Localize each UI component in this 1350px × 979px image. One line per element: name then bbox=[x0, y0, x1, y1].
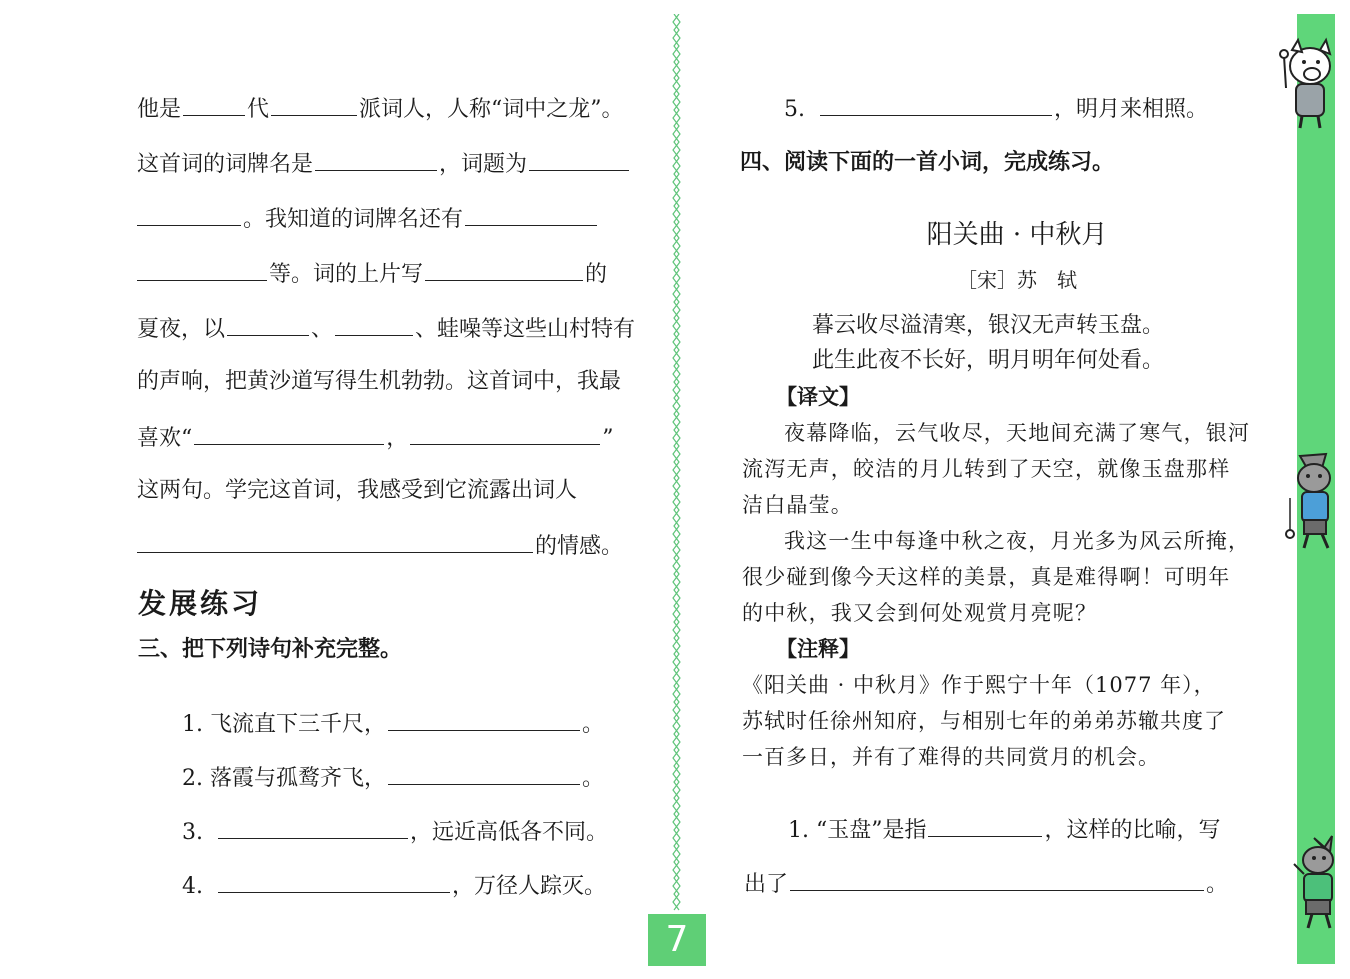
blank-q3-1[interactable] bbox=[388, 708, 580, 731]
section-heading: 发展练习 bbox=[138, 587, 263, 620]
text-line-6: 的声响，把黄沙道写得生机勃勃。这首词中，我最 bbox=[137, 369, 622, 394]
blank-school[interactable] bbox=[271, 93, 357, 116]
text-line-1: 他是 代 派词人，人称“词中之龙”。 bbox=[137, 93, 624, 125]
cartoon-wolf-icon-2 bbox=[1284, 834, 1342, 930]
blank-sound-2[interactable] bbox=[335, 313, 413, 336]
translation-line-5: 很少碰到像今天这样的美景，真是难得啊！可明年 bbox=[742, 565, 1231, 589]
blank-q3-4[interactable] bbox=[218, 870, 450, 893]
page-fold-divider bbox=[671, 14, 685, 914]
q3-item-4: 4. ，万径人踪灭。 bbox=[182, 870, 606, 902]
blank-upper-part[interactable] bbox=[425, 258, 583, 281]
text-line-8: 这两句。学完这首词，我感受到它流露出词人 bbox=[137, 478, 578, 503]
blank-other-cipai-b[interactable] bbox=[137, 258, 267, 281]
q3-item-3: 3. ，远近高低各不同。 bbox=[182, 816, 608, 848]
q4-item-1: 1. “玉盘”是指 ，这样的比喻，写 bbox=[788, 814, 1221, 846]
text-line-2: 这首词的词牌名是 ，词题为 bbox=[137, 148, 631, 180]
translation-line-6: 的中秋，我又会到何处观赏月亮呢？ bbox=[742, 601, 1098, 625]
blank-emotion[interactable] bbox=[137, 530, 533, 553]
poem-line-2: 此生此夜不长好，明月明年何处看。 bbox=[812, 348, 1165, 373]
blank-q3-5[interactable] bbox=[820, 93, 1052, 116]
q4-item-1-cont: 出了 。 bbox=[744, 868, 1228, 900]
cartoon-wolf-icon bbox=[1282, 448, 1340, 552]
blank-other-cipai-a[interactable] bbox=[465, 203, 597, 226]
translation-label: 【译文】 bbox=[776, 385, 860, 409]
blank-q3-3[interactable] bbox=[218, 816, 408, 839]
poem-title: 阳关曲 · 中秋月 bbox=[926, 220, 1108, 250]
cartoon-pig-icon bbox=[1276, 36, 1338, 130]
text-line-9: 的情感。 bbox=[137, 530, 623, 562]
blank-q3-2[interactable] bbox=[388, 762, 580, 785]
right-page bbox=[684, 0, 1350, 979]
translation-line-1: 夜幕降临，云气收尽，天地间充满了寒气，银河 bbox=[784, 421, 1251, 445]
poem-line-1: 暮云收尽溢清寒，银汉无声转玉盘。 bbox=[812, 313, 1165, 338]
translation-line-2: 流泻无声，皎洁的月儿转到了天空，就像玉盘那样 bbox=[742, 457, 1231, 481]
blank-title-b[interactable] bbox=[137, 203, 241, 226]
blank-sound-1[interactable] bbox=[227, 313, 309, 336]
text-line-5: 夏夜，以 、 、蛙噪等这些山村特有 bbox=[137, 313, 635, 345]
text-line-7: 喜欢“ ， ” bbox=[137, 422, 614, 454]
blank-cipai[interactable] bbox=[315, 148, 437, 171]
q3-item-2: 2. 落霞与孤鹜齐飞， 。 bbox=[182, 762, 604, 794]
blank-title-a[interactable] bbox=[529, 148, 629, 171]
question-3-title: 三、把下列诗句补充完整。 bbox=[138, 637, 403, 662]
text-line-3: 。我知道的词牌名还有 bbox=[137, 203, 599, 235]
blank-yupan[interactable] bbox=[928, 814, 1042, 837]
notes-line-1: 《阳关曲 · 中秋月》作于熙宁十年（1077 年）， bbox=[742, 673, 1216, 697]
notes-label: 【注释】 bbox=[776, 637, 860, 661]
poem-author: ［宋］苏 轼 bbox=[957, 268, 1077, 292]
page-number: 7 bbox=[648, 914, 706, 966]
text-line-4: 等。词的上片写 的 bbox=[137, 258, 607, 290]
blank-fav-line-2[interactable] bbox=[410, 422, 600, 445]
notes-line-2: 苏轼时任徐州知府，与相别七年的弟弟苏辙共度了 bbox=[742, 709, 1226, 733]
translation-line-4: 我这一生中每逢中秋之夜，月光多为风云所掩， bbox=[784, 529, 1251, 553]
blank-fav-line-1[interactable] bbox=[194, 422, 384, 445]
notes-line-3: 一百多日，并有了难得的共同赏月的机会。 bbox=[742, 745, 1160, 769]
blank-metaphor[interactable] bbox=[790, 868, 1204, 891]
q3-item-5: 5. ，明月来相照。 bbox=[784, 93, 1208, 125]
q3-item-1: 1. 飞流直下三千尺， 。 bbox=[182, 708, 604, 740]
question-4-title: 四、阅读下面的一首小词，完成练习。 bbox=[740, 150, 1115, 175]
left-page bbox=[0, 0, 672, 979]
translation-line-3: 洁白晶莹。 bbox=[742, 493, 853, 517]
blank-dynasty[interactable] bbox=[183, 93, 245, 116]
